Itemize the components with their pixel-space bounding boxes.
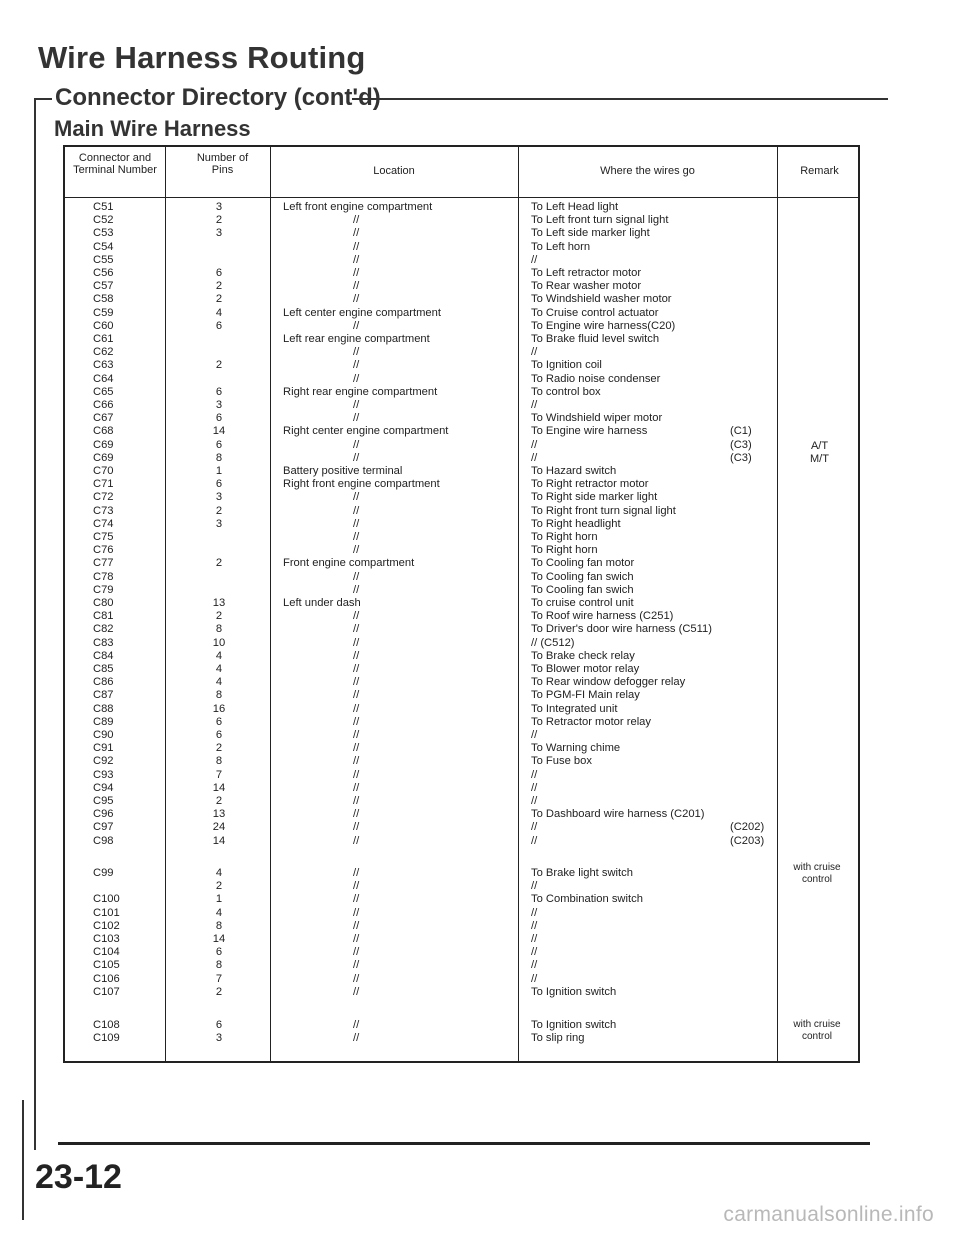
location-text: //: [353, 768, 360, 781]
wire-destination: To Brake check relay: [531, 649, 635, 662]
pin-count: 13: [212, 597, 226, 609]
wire-destination: //: [531, 946, 538, 959]
wire-destination: //: [531, 933, 538, 945]
pin-count: 4: [215, 306, 223, 319]
pin-count: 16: [212, 702, 226, 715]
pin-count: 6: [215, 729, 223, 741]
wire-destination-suffix: (C202): [730, 821, 765, 834]
connector-number: C78: [93, 570, 114, 583]
pin-count: 4: [215, 867, 223, 879]
wire-destination: To Right horn: [531, 531, 598, 543]
location-text: //: [353, 517, 360, 530]
connector-number: C77: [93, 557, 114, 570]
pin-count: 2: [215, 985, 223, 998]
wire-destination: To Roof wire harness (C251): [531, 610, 674, 623]
connector-number: C75: [93, 531, 114, 543]
connector-number: C76: [93, 544, 114, 557]
watermark: carmanualsonline.info: [723, 1203, 934, 1226]
connector-number: C57: [93, 280, 114, 293]
wire-destination: //: [531, 253, 538, 266]
connector-number: C91: [93, 742, 114, 755]
pin-count: 3: [215, 491, 223, 504]
connector-number: C106: [93, 972, 120, 985]
location-text: //: [353, 451, 360, 464]
location-text: //: [353, 742, 360, 755]
location-text: Right rear engine compartment: [283, 385, 438, 398]
connector-number: C83: [93, 636, 114, 649]
col-divider: [270, 147, 271, 1061]
connector-number: C92: [93, 755, 114, 768]
location-text: //: [353, 781, 360, 794]
connector-number: C55: [93, 253, 114, 266]
pin-count: 2: [215, 557, 223, 570]
location-text: //: [353, 623, 360, 636]
connector-number: C66: [93, 399, 114, 411]
wire-destination: // (C512): [531, 636, 575, 649]
location-text: //: [353, 1032, 360, 1045]
wire-destination: To Hazard switch: [531, 465, 617, 477]
location-text: //: [353, 893, 360, 906]
connector-number: C103: [93, 933, 120, 945]
connector-number: C64: [93, 372, 114, 385]
pin-count: 2: [215, 795, 223, 807]
pin-count: 3: [215, 399, 223, 411]
pin-count: 7: [215, 972, 223, 985]
col-divider: [518, 147, 519, 1061]
connector-number: C74: [93, 517, 114, 530]
wire-destination: //: [531, 821, 538, 834]
location-text: //: [353, 372, 360, 385]
location-text: //: [353, 267, 360, 279]
location-text: //: [353, 610, 360, 623]
pin-count: 4: [215, 663, 223, 675]
connector-number: C56: [93, 267, 114, 279]
wire-destination: To Engine wire harness: [531, 425, 648, 438]
wire-destination: To Driver's door wire harness (C511): [531, 623, 712, 636]
pin-count: 6: [215, 319, 223, 332]
pin-count: 1: [215, 465, 223, 477]
connector-number: C107: [93, 985, 120, 998]
wire-destination: //: [531, 346, 538, 359]
pin-count: 6: [215, 946, 223, 959]
pin-count: 2: [215, 280, 223, 293]
wire-destination: To Fuse box: [531, 755, 592, 768]
location-text: //: [353, 821, 360, 834]
location-text: //: [353, 531, 360, 543]
pin-count: 4: [215, 676, 223, 689]
wire-destination: To Brake fluid level switch: [531, 333, 660, 345]
wire-destination: To Combination switch: [531, 893, 643, 906]
location-text: //: [353, 412, 360, 425]
pin-count: 2: [215, 293, 223, 306]
location-text: //: [353, 293, 360, 306]
location-text: //: [353, 972, 360, 985]
connector-number: C86: [93, 676, 114, 689]
connector-number: C94: [93, 781, 114, 794]
wire-destination: To Engine wire harness(C20): [531, 319, 676, 332]
location-text: //: [353, 676, 360, 689]
pin-count: 10: [212, 636, 226, 649]
location-text: //: [353, 504, 360, 517]
pin-count: 6: [215, 438, 223, 451]
connector-number: C69: [93, 438, 114, 451]
wire-destination: To cruise control unit: [531, 597, 634, 609]
connector-number: C88: [93, 702, 114, 715]
wire-destination: //: [531, 972, 538, 985]
location-text: Left front engine compartment: [283, 201, 433, 213]
pin-count: 2: [215, 610, 223, 623]
footer-rule: [58, 1142, 870, 1145]
location-text: //: [353, 834, 360, 847]
subtitle-rule: [352, 98, 888, 100]
wire-destination: To Windshield washer motor: [531, 293, 672, 306]
pin-count: 2: [215, 214, 223, 227]
page-number: 23-12: [35, 1158, 122, 1196]
pin-count: 3: [215, 201, 223, 213]
connector-number: C108: [93, 1019, 120, 1031]
connector-number: C51: [93, 201, 114, 213]
wire-destination: To Right side marker light: [531, 491, 658, 504]
pin-count: 6: [215, 1019, 223, 1031]
pin-count: 4: [215, 906, 223, 919]
connector-number: C65: [93, 385, 114, 398]
location-text: //: [353, 583, 360, 596]
connector-number: C109: [93, 1032, 120, 1045]
wire-destination: To PGM-FI Main relay: [531, 689, 640, 702]
location-text: //: [353, 570, 360, 583]
connector-number: C72: [93, 491, 114, 504]
pin-count: 6: [215, 715, 223, 728]
pin-count: 3: [215, 1032, 223, 1045]
pin-count: 8: [215, 959, 223, 972]
location-text: //: [353, 649, 360, 662]
pin-count: 13: [212, 808, 226, 821]
wire-destination: To Right horn: [531, 544, 598, 557]
pin-count: 3: [215, 227, 223, 240]
header-wires: Where the wires go: [600, 165, 695, 177]
pin-count: 24: [212, 821, 226, 834]
pin-count: 8: [215, 451, 223, 464]
location-text: //: [353, 319, 360, 332]
connector-number: C60: [93, 319, 114, 332]
connector-number: C100: [93, 893, 120, 906]
section-title: Main Wire Harness: [54, 116, 251, 141]
remark-cruise-1: with cruise control: [793, 862, 841, 885]
location-text: //: [353, 359, 360, 372]
location-text: //: [353, 959, 360, 972]
wire-destination: To Left side marker light: [531, 227, 650, 240]
location-text: //: [353, 867, 360, 879]
wire-destination: To Ignition switch: [531, 1019, 617, 1031]
connector-number: C87: [93, 689, 114, 702]
wire-destination-suffix: (C1): [730, 425, 752, 438]
connector-number: C99: [93, 867, 114, 879]
pin-count: 2: [215, 742, 223, 755]
wire-destination: To Blower motor relay: [531, 663, 640, 675]
location-text: //: [353, 636, 360, 649]
wire-destination: To Left retractor motor: [531, 267, 642, 279]
wire-destination: To Warning chime: [531, 742, 621, 755]
connector-number: C102: [93, 919, 120, 932]
pin-count: 6: [215, 385, 223, 398]
connector-number: C85: [93, 663, 114, 675]
pin-count: 2: [215, 359, 223, 372]
wire-destination: //: [531, 451, 538, 464]
connector-number: C81: [93, 610, 114, 623]
wire-destination: To Left horn: [531, 240, 591, 253]
wire-destination: To Cooling fan swich: [531, 570, 634, 583]
location-text: //: [353, 1019, 360, 1031]
wire-destination: //: [531, 781, 538, 794]
location-text: //: [353, 253, 360, 266]
wire-destination: //: [531, 729, 538, 741]
connector-number: C82: [93, 623, 114, 636]
location-text: //: [353, 946, 360, 959]
header-remark: Remark: [800, 165, 839, 177]
location-text: //: [353, 689, 360, 702]
wire-destination: To Right retractor motor: [531, 478, 649, 491]
connector-number: C68: [93, 425, 114, 438]
location-text: Front engine compartment: [283, 557, 415, 570]
wire-destination: //: [531, 795, 538, 807]
location-text: Left under dash: [283, 597, 361, 609]
wire-destination: To Cooling fan motor: [531, 557, 635, 570]
connector-number: C67: [93, 412, 114, 425]
wire-destination: To Rear washer motor: [531, 280, 642, 293]
connector-number: C80: [93, 597, 114, 609]
wire-destination: //: [531, 768, 538, 781]
header-connector: Connector and Terminal Number: [73, 152, 157, 176]
wire-destination: To slip ring: [531, 1032, 585, 1045]
header-location: Location: [373, 165, 415, 177]
wire-destination: To Retractor motor relay: [531, 715, 651, 728]
connector-number: C59: [93, 306, 114, 319]
wire-destination: //: [531, 906, 538, 919]
location-text: //: [353, 715, 360, 728]
wire-destination: To Ignition switch: [531, 985, 617, 998]
location-text: //: [353, 438, 360, 451]
connector-number: C84: [93, 649, 114, 662]
connector-number: C96: [93, 808, 114, 821]
connector-number: C61: [93, 333, 114, 345]
pin-count: 6: [215, 412, 223, 425]
pin-count: 2: [215, 504, 223, 517]
location-text: //: [353, 808, 360, 821]
connector-number: C73: [93, 504, 114, 517]
location-text: //: [353, 240, 360, 253]
location-text: //: [353, 227, 360, 240]
pin-count: 8: [215, 755, 223, 768]
pin-count: 3: [215, 517, 223, 530]
location-text: Right center engine compartment: [283, 425, 449, 438]
pin-count: 4: [215, 649, 223, 662]
connector-number: C70: [93, 465, 114, 477]
location-text: //: [353, 663, 360, 675]
wire-destination: To Cruise control actuator: [531, 306, 659, 319]
pin-count: 14: [212, 781, 226, 794]
wire-destination: To Right front turn signal light: [531, 504, 676, 517]
wire-destination: To Radio noise condenser: [531, 372, 661, 385]
margin-rule: [22, 1100, 24, 1220]
connector-number: C98: [93, 834, 114, 847]
pin-count: 14: [212, 425, 226, 438]
connector-number: C104: [93, 946, 120, 959]
location-text: //: [353, 702, 360, 715]
location-text: //: [353, 933, 360, 945]
wire-destination: To Left Head light: [531, 201, 619, 213]
location-text: //: [353, 919, 360, 932]
location-text: //: [353, 880, 360, 893]
wire-destination: To Brake light switch: [531, 867, 633, 879]
wire-destination: To Left front turn signal light: [531, 214, 669, 227]
location-text: //: [353, 795, 360, 807]
pin-count: 7: [215, 768, 223, 781]
header-pins: Number of Pins: [196, 152, 249, 176]
connector-number: C62: [93, 346, 114, 359]
wire-destination-suffix: (C3): [730, 451, 752, 464]
connector-number: C52: [93, 214, 114, 227]
subtitle-banner: [22, 86, 888, 112]
wire-destination: To Cooling fan swich: [531, 583, 634, 596]
connector-number: C97: [93, 821, 114, 834]
connector-number: C58: [93, 293, 114, 306]
location-text: Right front engine compartment: [283, 478, 440, 491]
location-text: //: [353, 399, 360, 411]
location-text: Left rear engine compartment: [283, 333, 430, 345]
connector-number: C54: [93, 240, 114, 253]
wire-destination: //: [531, 399, 538, 411]
wire-destination: //: [531, 880, 538, 893]
bracket-rule: [34, 98, 52, 1150]
wire-destination-suffix: (C3): [730, 438, 752, 451]
connector-table: [63, 145, 860, 1063]
connector-number: C90: [93, 729, 114, 741]
connector-number: C53: [93, 227, 114, 240]
wire-destination: //: [531, 919, 538, 932]
pin-count: 6: [215, 478, 223, 491]
location-text: //: [353, 985, 360, 998]
location-text: Battery positive terminal: [283, 465, 403, 477]
wire-destination-suffix: (C203): [730, 834, 765, 847]
location-text: //: [353, 729, 360, 741]
connector-number: C63: [93, 359, 114, 372]
connector-number: C69: [93, 451, 114, 464]
wire-destination: To Right headlight: [531, 517, 621, 530]
wire-destination: To Windshield wiper motor: [531, 412, 663, 425]
pin-count: 2: [215, 880, 223, 893]
connector-number: C105: [93, 959, 120, 972]
connector-number: C95: [93, 795, 114, 807]
connector-number: C89: [93, 715, 114, 728]
location-text: //: [353, 544, 360, 557]
wire-destination: To Ignition coil: [531, 359, 602, 372]
connector-number: C101: [93, 906, 120, 919]
wire-destination: //: [531, 959, 538, 972]
remark-at: A/T: [810, 440, 829, 452]
pin-count: 8: [215, 689, 223, 702]
connector-number: C71: [93, 478, 114, 491]
wire-destination: To control box: [531, 385, 601, 398]
connector-number: C93: [93, 768, 114, 781]
remark-mt: M/T: [810, 453, 829, 465]
location-text: //: [353, 346, 360, 359]
pin-count: 14: [212, 834, 226, 847]
pin-count: 1: [215, 893, 223, 906]
header-divider: [65, 197, 858, 198]
wire-destination: To Dashboard wire harness (C201): [531, 808, 705, 821]
pin-count: 8: [215, 919, 223, 932]
location-text: Left center engine compartment: [283, 306, 441, 319]
location-text: //: [353, 906, 360, 919]
pin-count: 14: [212, 933, 226, 945]
wire-destination: //: [531, 438, 538, 451]
location-text: //: [353, 280, 360, 293]
page-subtitle: Connector Directory (cont'd): [55, 84, 389, 112]
pin-count: 6: [215, 267, 223, 279]
col-divider: [777, 147, 778, 1061]
wire-destination: To Integrated unit: [531, 702, 618, 715]
wire-destination: //: [531, 834, 538, 847]
connector-number: C79: [93, 583, 114, 596]
col-divider: [165, 147, 166, 1061]
location-text: //: [353, 755, 360, 768]
location-text: //: [353, 491, 360, 504]
wire-destination: To Rear window defogger relay: [531, 676, 686, 689]
remark-cruise-2: with cruise control: [793, 1019, 841, 1042]
location-text: //: [353, 214, 360, 227]
page-title: Wire Harness Routing: [38, 40, 366, 75]
pin-count: 8: [215, 623, 223, 636]
